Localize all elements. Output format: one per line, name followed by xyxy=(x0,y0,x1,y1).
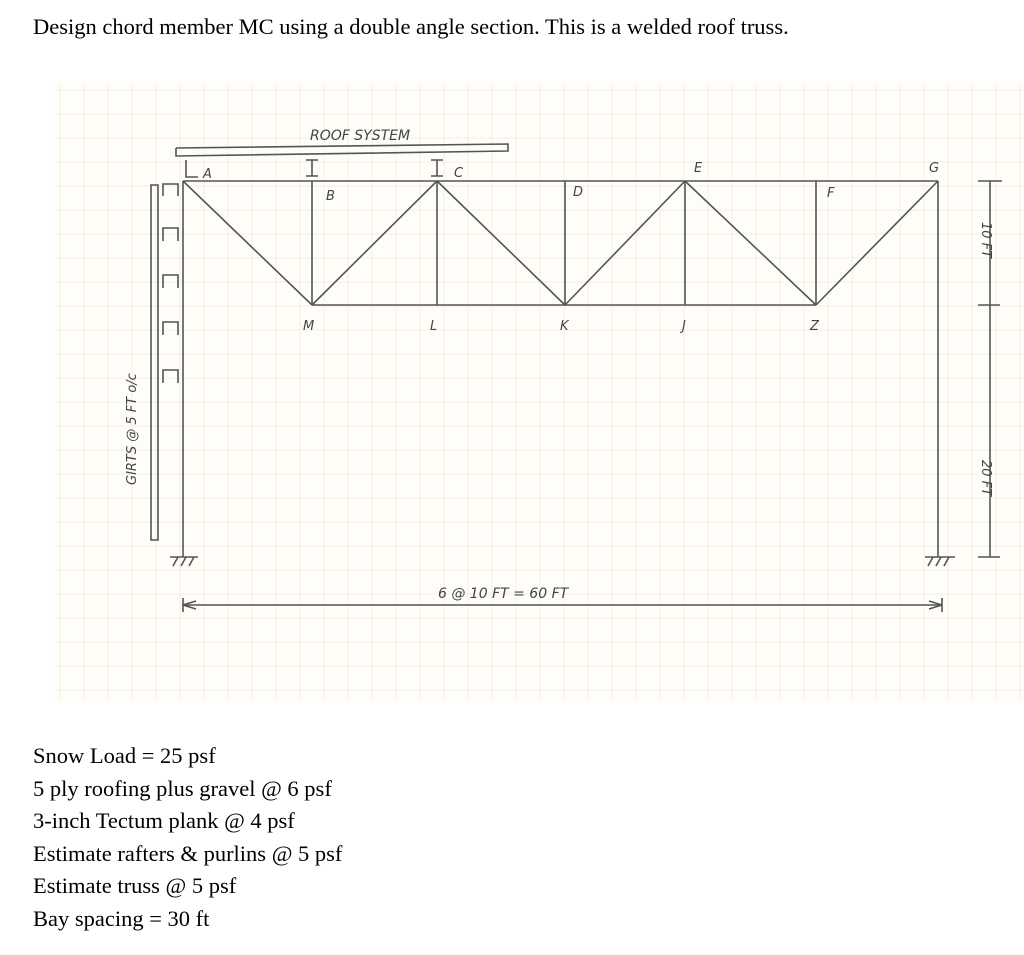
load-list xyxy=(33,740,342,935)
problem-statement: Design chord member MC using a double angle section. This is a welded roof truss. xyxy=(33,14,789,39)
node-b: B xyxy=(326,189,335,204)
node-a: A xyxy=(203,167,212,182)
load-snow: Snow Load = 25 psf xyxy=(33,743,216,768)
load-rafters: Estimate rafters & purlins @ 5 psf xyxy=(33,840,343,866)
node-k: K xyxy=(560,319,569,334)
node-z: Z xyxy=(810,319,819,334)
load-roofing: 5 ply roofing plus gravel @ 6 psf xyxy=(33,775,332,801)
node-m: M xyxy=(303,319,315,334)
load-truss: Estimate truss @ 5 psf xyxy=(33,873,237,898)
node-j: J xyxy=(682,319,686,334)
span-label: 6 @ 10 FT = 60 FT xyxy=(438,586,569,602)
node-d: D xyxy=(573,185,584,200)
load-tectum: 3-inch Tectum plank @ 4 psf xyxy=(33,808,295,833)
truss-depth-label: 10 FT xyxy=(978,222,993,259)
node-f: F xyxy=(827,186,835,201)
node-g: G xyxy=(929,161,940,176)
node-e: E xyxy=(694,161,703,176)
node-l: L xyxy=(430,319,438,334)
girts-label: GIRTS @ 5 FT o/c xyxy=(125,373,140,485)
column-height-label: 20 FT xyxy=(978,460,993,497)
roof-system-label: ROOF SYSTEM xyxy=(310,128,411,144)
bay-spacing: Bay spacing = 30 ft xyxy=(33,905,210,931)
node-c: C xyxy=(454,166,464,181)
